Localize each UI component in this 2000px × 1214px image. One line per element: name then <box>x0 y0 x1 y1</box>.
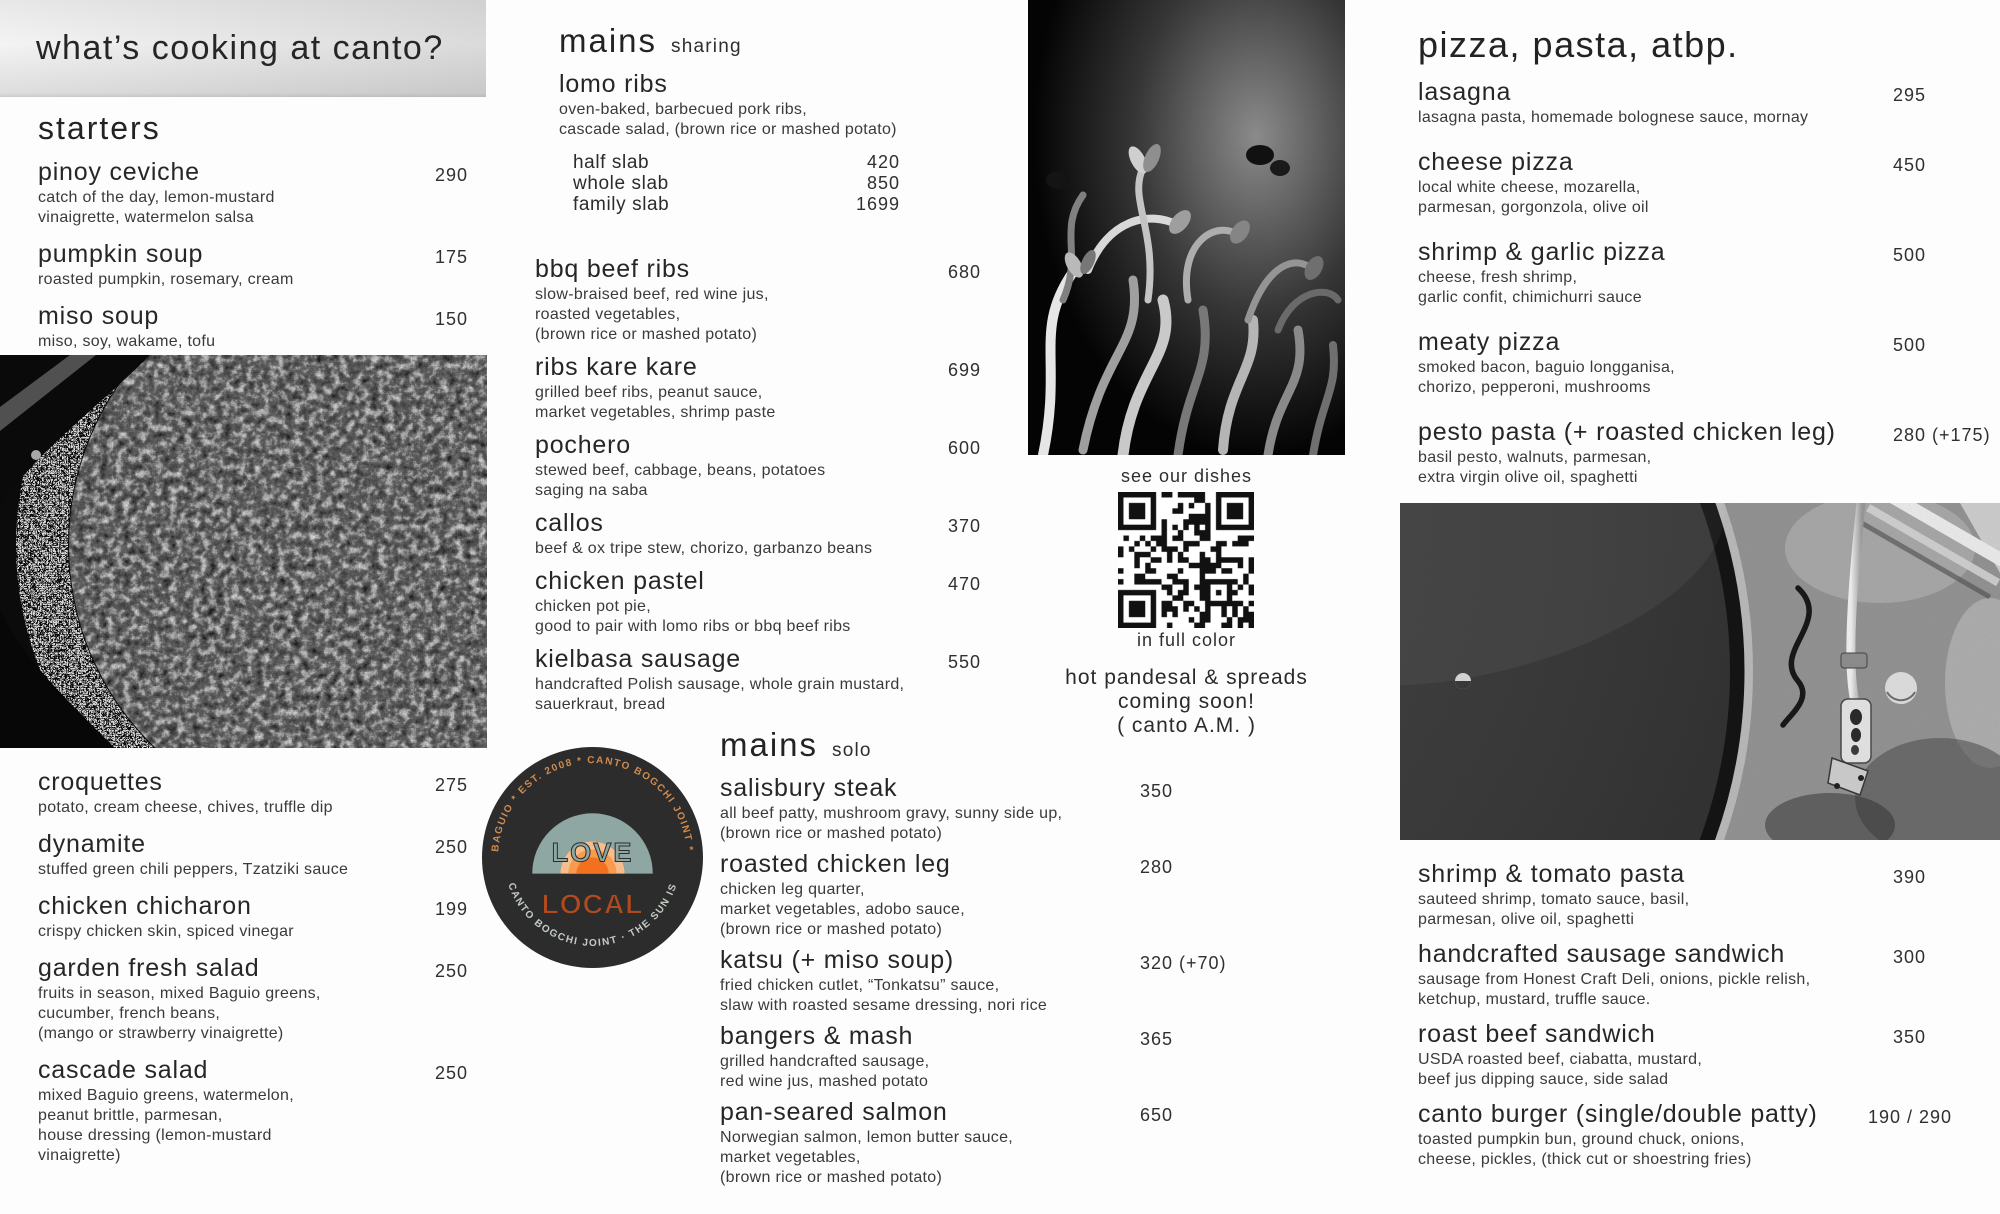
menu-item <box>535 431 1010 501</box>
desc-line: chicken leg quarter, <box>720 881 865 898</box>
desc-line: stewed beef, cabbage, beans, potatoes <box>535 462 826 479</box>
desc-line: slow-braised beef, red wine jus, <box>535 286 769 303</box>
item-desc <box>720 1128 1225 1188</box>
desc-line: basil pesto, walnuts, parmesan, <box>1418 449 1652 466</box>
desc-line: grilled handcrafted sausage, <box>720 1053 930 1070</box>
item-name: handcrafted sausage sandwich <box>1418 940 1786 968</box>
menu-item <box>1418 78 1993 128</box>
item-price: 350 <box>1140 781 1174 801</box>
item-desc <box>535 383 1010 423</box>
starters-items-bottom <box>38 768 490 1178</box>
mains-solo-items <box>720 774 1225 1188</box>
desc-line: market vegetables, shrimp paste <box>535 404 776 421</box>
desc-line: miso, soy, wakame, tofu <box>38 333 216 350</box>
section-title-pizza-pasta <box>1418 24 1993 66</box>
menu-item <box>535 567 1010 637</box>
item-name: shrimp & tomato pasta <box>1418 860 1685 888</box>
title-band <box>0 0 486 97</box>
desc-line: peanut brittle, parmesan, <box>38 1107 223 1124</box>
menu-item <box>720 1022 1225 1092</box>
section-subtitle-text: sharing <box>671 36 742 57</box>
desc-line: cucumber, french beans, <box>38 1005 221 1022</box>
item-price: 470 <box>948 574 982 594</box>
menu-item <box>1418 328 1993 398</box>
item-price: 550 <box>948 652 982 672</box>
menu-item <box>535 509 1010 559</box>
menu-item <box>535 255 1010 345</box>
desc-line: vinaigrette, watermelon salsa <box>38 209 254 226</box>
item-name: kielbasa sausage <box>535 645 741 673</box>
desc-line: parmesan, gorgonzola, olive oil <box>1418 199 1649 216</box>
menu-item <box>535 645 1010 715</box>
variant-label: whole slab <box>573 173 669 194</box>
desc-line: garlic confit, chimichurri sauce <box>1418 289 1642 306</box>
item-name: katsu (+ miso soup) <box>720 946 955 974</box>
desc-line: local white cheese, mozarella, <box>1418 179 1641 196</box>
promo-line: ( canto A.M. ) <box>1117 714 1256 737</box>
item-name: dynamite <box>38 830 146 858</box>
item-name: bangers & mash <box>720 1022 914 1050</box>
desc-line: cheese, pickles, (thick cut or shoestring fries) <box>1418 1151 1752 1168</box>
desc-line: mixed Baguio greens, watermelon, <box>38 1087 294 1104</box>
pizza-pasta-section <box>1418 24 1993 508</box>
item-price: 350 <box>1893 1027 1927 1047</box>
desc-line: (brown rice or mashed potato) <box>720 921 943 938</box>
item-desc <box>720 1052 1225 1092</box>
item-name: shrimp & garlic pizza <box>1418 238 1666 266</box>
menu-item <box>1418 860 1993 930</box>
menu-item <box>1418 238 1993 308</box>
item-price: 250 <box>435 961 469 981</box>
menu-item-featured <box>559 70 1010 140</box>
item-desc <box>559 100 1010 140</box>
qr-code <box>1118 492 1254 628</box>
item-desc <box>1418 108 1993 128</box>
desc-line: USDA roasted beef, ciabatta, mustard, <box>1418 1051 1703 1068</box>
desc-line: extra virgin olive oil, spaghetti <box>1418 469 1638 486</box>
menu-item <box>38 158 490 228</box>
desc-line: smoked bacon, baguio longganisa, <box>1418 359 1675 376</box>
desc-line: toasted pumpkin bun, ground chuck, onions, <box>1418 1131 1745 1148</box>
item-price: 250 <box>435 1063 469 1083</box>
menu-item <box>1418 418 1993 488</box>
item-price: 500 <box>1893 245 1927 265</box>
item-desc <box>1418 268 1993 308</box>
mains-sharing-items <box>535 255 1010 715</box>
logo-rim-bottom-text: CANTO BOGCHI JOINT · THE SUN IS <box>505 881 680 949</box>
desc-line: (mango or strawberry vinaigrette) <box>38 1025 284 1042</box>
desc-line: ketchup, mustard, truffle sauce. <box>1418 991 1651 1008</box>
desc-line: sauerkraut, bread <box>535 696 666 713</box>
item-desc <box>720 880 1225 940</box>
item-desc <box>1418 178 1993 218</box>
item-desc <box>1418 448 1993 488</box>
menu-item <box>535 353 1010 423</box>
desc-line: (brown rice or mashed potato) <box>535 326 758 343</box>
item-desc <box>38 332 490 352</box>
desc-line: sausage from Honest Craft Deli, onions, pickle relish, <box>1418 971 1811 988</box>
variant-price: 850 <box>866 173 900 193</box>
item-desc <box>38 922 490 942</box>
logo-word-love: LOVE <box>551 836 634 868</box>
menu-item <box>720 774 1225 844</box>
item-name: roast beef sandwich <box>1418 1020 1656 1048</box>
desc-line: potato, cream cheese, chives, truffle dip <box>38 799 333 816</box>
section-title-text: mains <box>559 22 658 59</box>
desc-line: cascade salad, (brown rice or mashed potato) <box>559 121 897 138</box>
desc-line: stuffed green chili peppers, Tzatziki sauce <box>38 861 349 878</box>
desc-line: all beef patty, mushroom gravy, sunny side up, <box>720 805 1063 822</box>
section-title-starters: starters <box>38 110 161 146</box>
qr-caption-below: in full color <box>1136 630 1237 650</box>
item-desc <box>1418 1050 1993 1090</box>
item-name: lomo ribs <box>559 70 668 98</box>
variant-row <box>573 194 900 215</box>
item-desc <box>38 270 490 290</box>
desc-line: good to pair with lomo ribs or bbq beef ribs <box>535 618 851 635</box>
desc-line: roasted vegetables, <box>535 306 681 323</box>
love-local-logo-badge <box>482 747 703 968</box>
item-price: 199 <box>435 899 469 919</box>
variant-label: half slab <box>573 152 650 173</box>
item-name: croquettes <box>38 768 163 796</box>
item-price: 680 <box>948 262 982 282</box>
menu-item <box>38 302 490 352</box>
menu-item <box>720 850 1225 940</box>
item-name: callos <box>535 509 604 537</box>
variant-table <box>573 152 900 215</box>
desc-line: catch of the day, lemon-mustard <box>38 189 275 206</box>
item-name: lasagna <box>1418 78 1512 106</box>
item-name: bbq beef ribs <box>535 255 690 283</box>
item-desc <box>535 539 1010 559</box>
desc-line: (brown rice or mashed potato) <box>720 1169 943 1186</box>
item-name: cheese pizza <box>1418 148 1574 176</box>
desc-line: market vegetables, <box>720 1149 861 1166</box>
section-subtitle-text: solo <box>832 740 872 761</box>
item-price: 320 (+70) <box>1140 953 1227 973</box>
item-name: garden fresh salad <box>38 954 260 982</box>
menu-item <box>38 830 490 880</box>
item-name: salisbury steak <box>720 774 898 802</box>
section-title-text: pizza, pasta, atbp. <box>1418 24 1739 65</box>
item-price: 450 <box>1893 155 1927 175</box>
desc-line: vinaigrette) <box>38 1147 121 1164</box>
item-name: pochero <box>535 431 631 459</box>
desc-line: parmesan, olive oil, spaghetti <box>1418 911 1635 928</box>
item-name: chicken pastel <box>535 567 705 595</box>
page-title: what’s cooking at canto? <box>36 29 444 67</box>
desc-line: beef jus dipping sauce, side salad <box>1418 1071 1669 1088</box>
desc-line: market vegetables, adobo sauce, <box>720 901 966 918</box>
desc-line: chorizo, pepperoni, mushrooms <box>1418 379 1651 396</box>
item-desc <box>1418 970 1993 1010</box>
item-price: 280 <box>1140 857 1174 877</box>
photo-turntable-vinyl <box>1400 503 2000 840</box>
section-title-mains-sharing <box>559 22 1010 60</box>
desc-line: grilled beef ribs, peanut sauce, <box>535 384 763 401</box>
photo-chopped-herbs-pan <box>0 355 487 748</box>
mains-sharing-section <box>535 22 1010 723</box>
item-price: 650 <box>1140 1105 1174 1125</box>
item-desc <box>535 285 1010 345</box>
menu-item <box>38 1056 490 1166</box>
item-name: miso soup <box>38 302 160 330</box>
section-title-text: mains <box>720 726 819 763</box>
desc-line: Norwegian salmon, lemon butter sauce, <box>720 1129 1014 1146</box>
item-desc <box>38 1086 490 1166</box>
item-price: 250 <box>435 837 469 857</box>
item-price: 600 <box>948 438 982 458</box>
desc-line: handcrafted Polish sausage, whole grain mustard, <box>535 676 905 693</box>
variant-label: family slab <box>573 194 670 215</box>
item-desc <box>38 188 490 228</box>
item-name: chicken chicharon <box>38 892 252 920</box>
pizza-pasta-items-top <box>1418 78 1993 488</box>
item-desc <box>1418 890 1993 930</box>
menu-item <box>1418 940 1993 1010</box>
variant-price: 420 <box>866 152 900 172</box>
variant-price: 1699 <box>855 194 900 214</box>
item-name: pinoy ceviche <box>38 158 200 186</box>
item-name: meaty pizza <box>1418 328 1561 356</box>
item-name: pan-seared salmon <box>720 1098 948 1126</box>
menu-item <box>1418 1020 1993 1090</box>
photo-bean-sprouts <box>1028 0 1345 455</box>
desc-line: saging na saba <box>535 482 648 499</box>
desc-line: chicken pot pie, <box>535 598 651 615</box>
desc-line: cheese, fresh shrimp, <box>1418 269 1578 286</box>
promo-line: coming soon! <box>1118 690 1255 713</box>
variant-row <box>573 173 900 194</box>
menu-item <box>38 768 490 818</box>
item-desc <box>1418 1130 1993 1170</box>
item-price: 370 <box>948 516 982 536</box>
item-price: 300 <box>1893 947 1927 967</box>
item-desc <box>535 461 1010 501</box>
item-desc <box>720 976 1225 1016</box>
menu-item <box>1418 148 1993 218</box>
logo-rim-top-text: BAGUIO * EST. 2008 * CANTO BOGCHI JOINT * <box>490 755 695 853</box>
item-desc <box>38 798 490 818</box>
logo-word-local: LOCAL <box>541 888 644 920</box>
qr-caption-above: see our dishes <box>1120 466 1253 486</box>
item-price: 280 (+175) <box>1893 425 1991 445</box>
desc-line: crispy chicken skin, spiced vinegar <box>38 923 294 940</box>
item-desc <box>535 597 1010 637</box>
desc-line: roasted pumpkin, rosemary, cream <box>38 271 294 288</box>
variant-row <box>573 152 900 173</box>
item-price: 275 <box>435 775 469 795</box>
item-desc <box>720 804 1225 844</box>
item-name: roasted chicken leg <box>720 850 951 878</box>
item-price: 175 <box>435 247 469 267</box>
desc-line: fruits in season, mixed Baguio greens, <box>38 985 321 1002</box>
desc-line: red wine jus, mashed potato <box>720 1073 929 1090</box>
item-price: 290 <box>435 165 469 185</box>
item-price: 295 <box>1893 85 1927 105</box>
desc-line: slaw with roasted sesame dressing, nori rice <box>720 997 1048 1014</box>
item-price: 699 <box>948 360 982 380</box>
item-name: cascade salad <box>38 1056 209 1084</box>
menu-item <box>38 240 490 290</box>
desc-line: oven-baked, barbecued pork ribs, <box>559 101 807 118</box>
item-price: 500 <box>1893 335 1927 355</box>
desc-line: (brown rice or mashed potato) <box>720 825 943 842</box>
mains-solo-section <box>720 726 1225 1194</box>
item-price: 190 / 290 <box>1868 1107 1953 1127</box>
item-name: canto burger (single/double patty) <box>1418 1100 1818 1128</box>
starters-items-top <box>38 158 490 364</box>
item-desc <box>38 984 490 1044</box>
menu-item <box>1418 1100 1993 1170</box>
menu-item <box>720 946 1225 1016</box>
menu-item <box>38 954 490 1044</box>
item-name: pesto pasta (+ roasted chicken leg) <box>1418 418 1836 446</box>
item-price: 390 <box>1893 867 1927 887</box>
item-desc <box>38 860 490 880</box>
desc-line: lasagna pasta, homemade bolognese sauce, mornay <box>1418 109 1809 126</box>
item-desc <box>1418 358 1993 398</box>
promo-line: hot pandesal & spreads <box>1065 666 1308 689</box>
item-price: 365 <box>1140 1029 1174 1049</box>
menu-item <box>38 892 490 942</box>
desc-line: sauteed shrimp, tomato sauce, basil, <box>1418 891 1690 908</box>
item-name: pumpkin soup <box>38 240 204 268</box>
desc-line: beef & ox tripe stew, chorizo, garbanzo beans <box>535 540 873 557</box>
item-desc <box>535 675 1010 715</box>
desc-line: fried chicken cutlet, “Tonkatsu” sauce, <box>720 977 1000 994</box>
menu-item <box>720 1098 1225 1188</box>
pizza-pasta-items-bottom <box>1418 860 1993 1180</box>
desc-line: house dressing (lemon-mustard <box>38 1127 272 1144</box>
promo-announcement <box>1008 666 1365 738</box>
item-name: ribs kare kare <box>535 353 698 381</box>
item-price: 150 <box>435 309 469 329</box>
